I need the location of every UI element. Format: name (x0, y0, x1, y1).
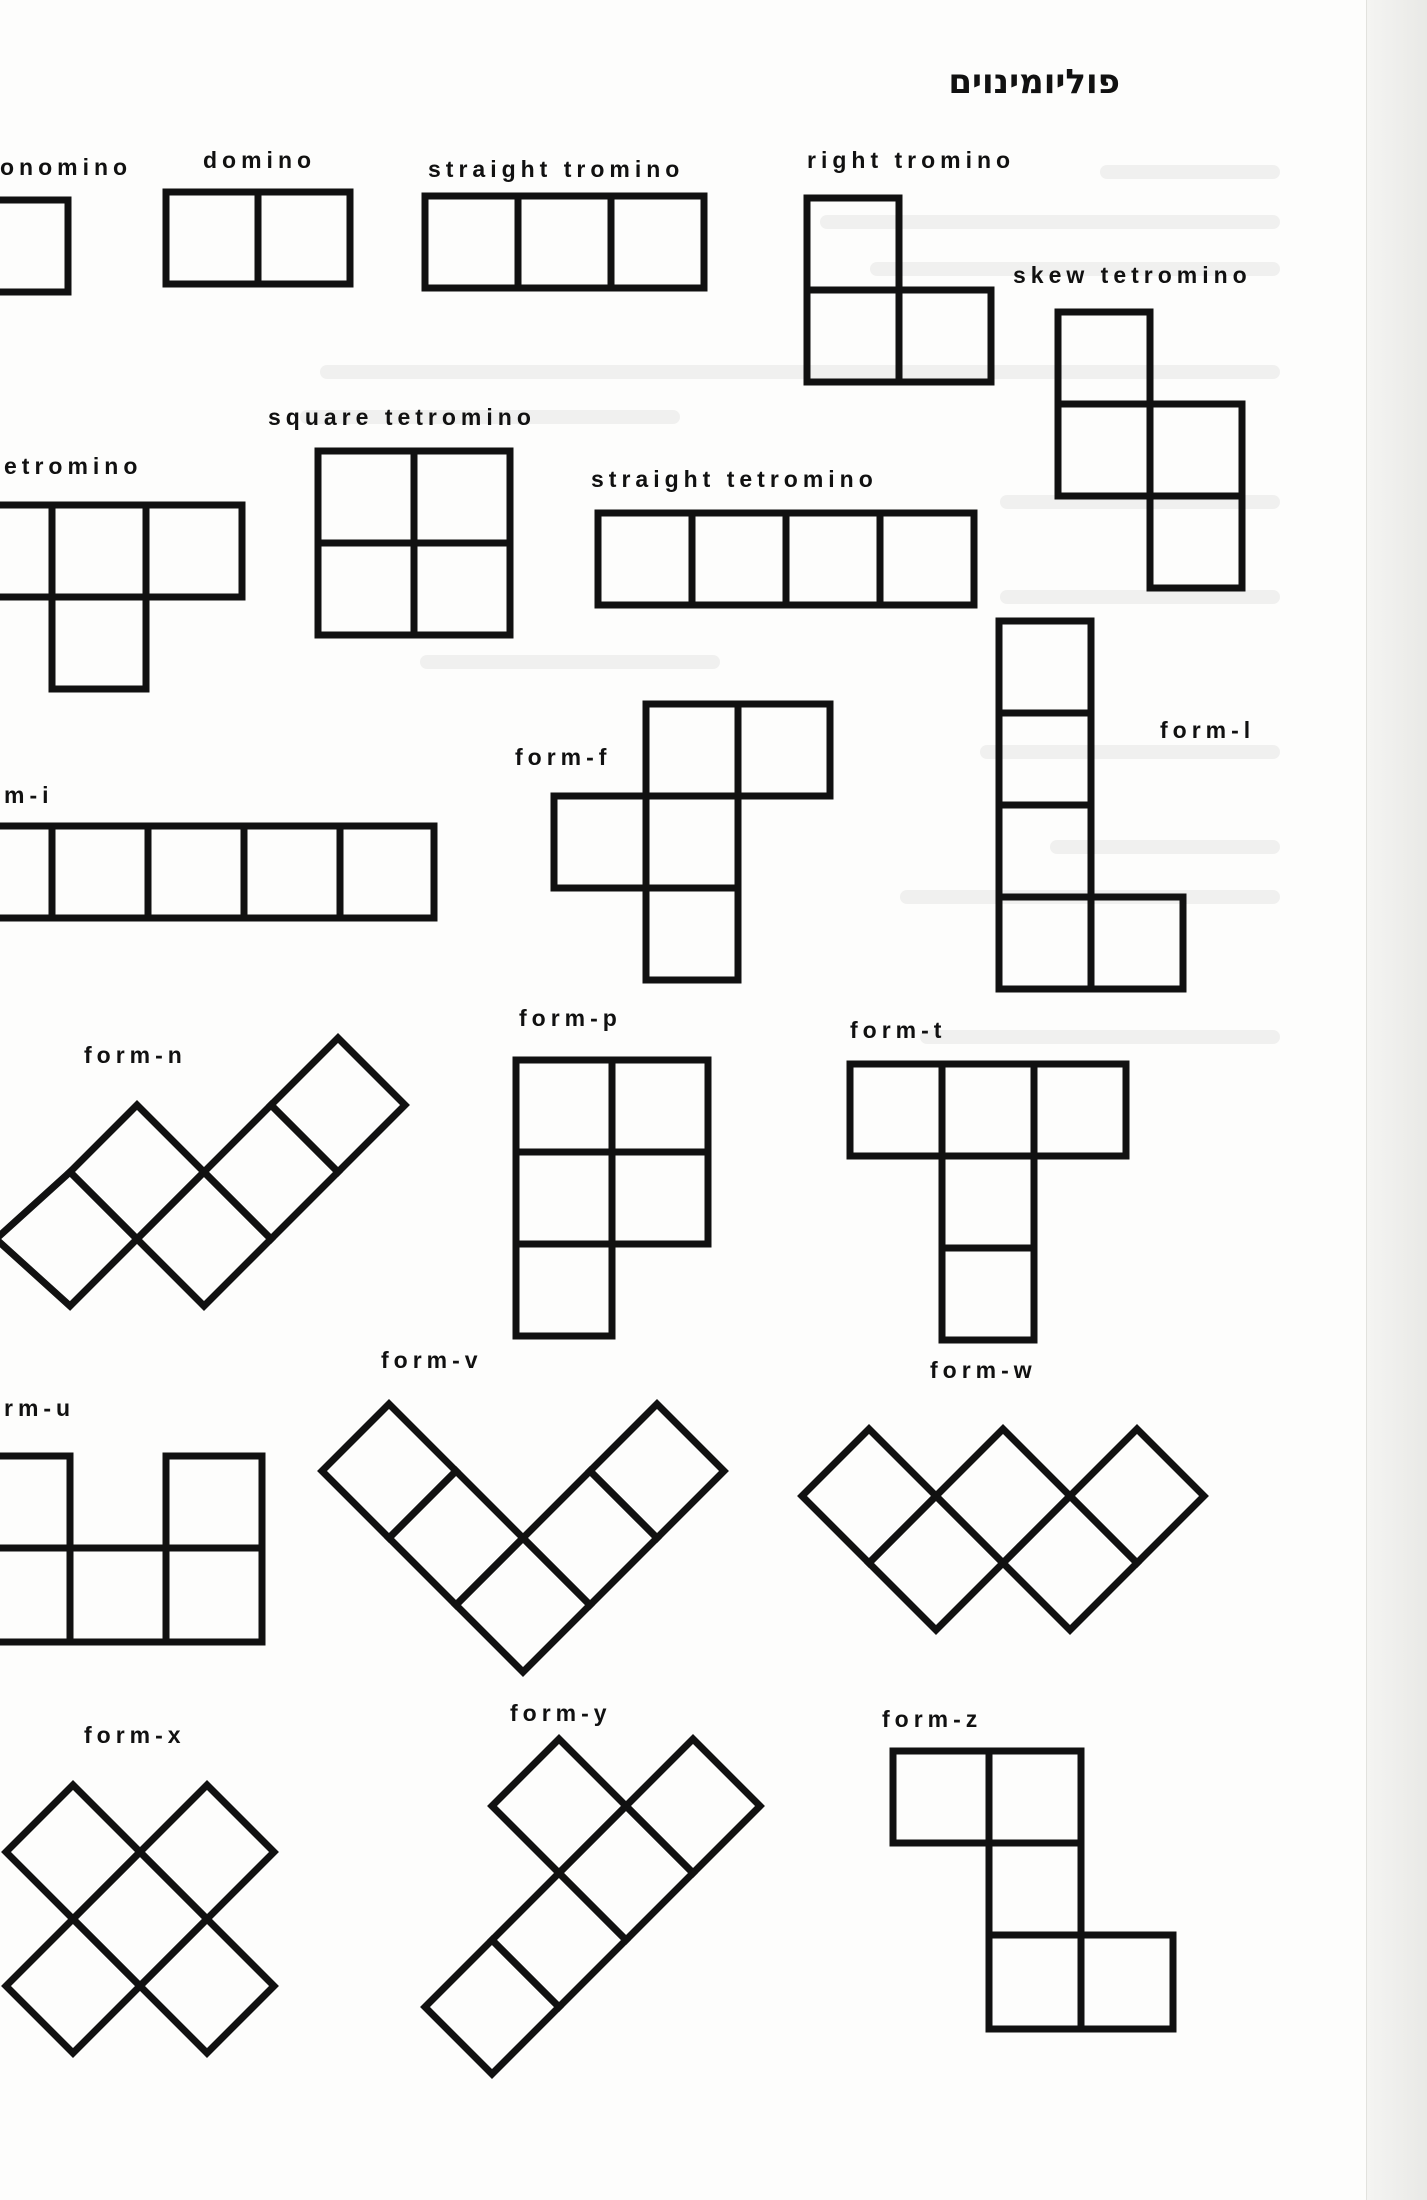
label-straight-tromino: straight tromino (428, 156, 685, 182)
skew-tetromino-figure (1058, 312, 1242, 588)
label-straight-tetromino: straight tetromino (591, 466, 878, 492)
grid-cell (0, 826, 52, 918)
grid-cell (340, 826, 434, 918)
label-form-y: form-y (510, 1700, 612, 1726)
grid-cell (52, 505, 146, 597)
domino-figure (166, 192, 350, 284)
grid-cell (999, 897, 1091, 989)
label-form-x: form-x (84, 1722, 186, 1748)
grid-cell (646, 888, 738, 980)
grid-cell (6, 1785, 140, 1919)
form-x-figure (6, 1785, 274, 2053)
grid-cell (936, 1429, 1070, 1563)
grid-cell (1070, 1429, 1204, 1563)
grid-cell (492, 1873, 626, 2007)
grid-cell (850, 1064, 942, 1156)
label-form-n: form-n (84, 1042, 187, 1068)
form-u-figure (0, 1456, 262, 1642)
label-skew-tetromino: skew tetromino (1013, 262, 1252, 288)
grid-cell (611, 196, 704, 288)
grid-cell (802, 1429, 936, 1563)
grid-cell (456, 1538, 590, 1672)
grid-cell (880, 513, 974, 605)
grid-cell (70, 1105, 204, 1239)
grid-cell (626, 1739, 760, 1873)
grid-cell (140, 1919, 274, 2053)
grid-cell (1081, 1935, 1173, 2029)
grid-cell (166, 192, 258, 284)
grid-cell (646, 704, 738, 796)
label-form-t: form-t (850, 1017, 947, 1043)
grid-cell (999, 805, 1091, 897)
grid-cell (559, 1806, 693, 1940)
grid-cell (612, 1060, 708, 1152)
label-form-v: form-v (381, 1347, 483, 1373)
form-w-figure (802, 1429, 1204, 1630)
label-form-u: rm-u (4, 1395, 76, 1421)
t-tetromino-figure (0, 505, 242, 689)
grid-cell (1150, 496, 1242, 588)
grid-cell (523, 1471, 657, 1605)
label-form-w: form-w (930, 1357, 1037, 1383)
grid-cell (52, 826, 148, 918)
grid-cell (518, 196, 611, 288)
page-title: פוליומינוים (948, 62, 1120, 102)
label-form-p: form-p (519, 1005, 622, 1031)
right-tromino-figure (807, 198, 991, 382)
grid-cell (322, 1404, 456, 1538)
grid-cell (52, 597, 146, 689)
grid-cell (692, 513, 786, 605)
grid-cell (999, 621, 1091, 713)
label-form-f: form-f (515, 744, 612, 770)
grid-cell (1003, 1496, 1137, 1630)
grid-cell (425, 196, 518, 288)
label-form-i: m-i (4, 782, 54, 808)
grid-cell (0, 200, 68, 292)
grid-cell (1091, 897, 1183, 989)
label-domino: domino (203, 147, 317, 173)
grid-cell (318, 543, 414, 635)
grid-cell (942, 1064, 1034, 1156)
grid-cell (786, 513, 880, 605)
grid-cell (70, 1548, 166, 1642)
grid-cell (148, 826, 244, 918)
form-l-figure (999, 621, 1183, 989)
form-i-figure (0, 826, 434, 918)
square-tetromino-figure (318, 451, 510, 635)
grid-cell (166, 1456, 262, 1548)
grid-cell (389, 1471, 523, 1605)
grid-cell (646, 796, 738, 888)
grid-cell (0, 1172, 137, 1306)
grid-cell (989, 1935, 1081, 2029)
grid-cell (989, 1843, 1081, 1935)
monomino-figure (0, 200, 68, 292)
grid-cell (554, 796, 646, 888)
grid-cell (738, 704, 830, 796)
grid-cell (1150, 404, 1242, 496)
form-y-figure (425, 1739, 760, 2074)
grid-cell (1058, 312, 1150, 404)
form-v-figure (322, 1404, 724, 1672)
form-f-figure (554, 704, 830, 980)
form-p-figure (516, 1060, 708, 1336)
grid-cell (0, 1456, 70, 1548)
grid-cell (1058, 404, 1150, 496)
grid-cell (166, 1548, 262, 1642)
grid-cell (999, 713, 1091, 805)
grid-cell (516, 1060, 612, 1152)
grid-cell (598, 513, 692, 605)
grid-cell (73, 1852, 207, 1986)
label-monomino: onomino (0, 154, 133, 180)
grid-cell (271, 1038, 405, 1172)
grid-cell (590, 1404, 724, 1538)
grid-cell (146, 505, 242, 597)
grid-cell (0, 1548, 70, 1642)
grid-cell (492, 1739, 626, 1873)
grid-cell (414, 451, 510, 543)
grid-cell (1034, 1064, 1126, 1156)
grid-cell (414, 543, 510, 635)
grid-cell (0, 505, 52, 597)
grid-cell (989, 1751, 1081, 1843)
form-z-figure (893, 1751, 1173, 2029)
form-n-figure (0, 1038, 405, 1306)
grid-cell (899, 290, 991, 382)
grid-cell (869, 1496, 1003, 1630)
grid-cell (942, 1156, 1034, 1248)
label-t-tetromino: etromino (4, 453, 143, 479)
grid-cell (425, 1940, 559, 2074)
label-form-z: form-z (882, 1706, 983, 1732)
grid-cell (612, 1152, 708, 1244)
grid-cell (893, 1751, 989, 1843)
straight-tetromino-figure (598, 513, 974, 605)
grid-cell (318, 451, 414, 543)
grid-cell (942, 1248, 1034, 1340)
grid-cell (258, 192, 350, 284)
grid-cell (140, 1785, 274, 1919)
grid-cell (516, 1244, 612, 1336)
form-t-figure (850, 1064, 1126, 1340)
label-right-tromino: right tromino (807, 147, 1016, 173)
grid-cell (516, 1152, 612, 1244)
grid-cell (807, 290, 899, 382)
grid-cell (6, 1919, 140, 2053)
grid-cell (204, 1105, 338, 1239)
label-form-l: form-l (1160, 717, 1256, 743)
label-square-tetromino: square tetromino (268, 404, 536, 430)
straight-tromino-figure (425, 196, 704, 288)
grid-cell (807, 198, 899, 290)
grid-cell (244, 826, 340, 918)
grid-cell (137, 1172, 271, 1306)
